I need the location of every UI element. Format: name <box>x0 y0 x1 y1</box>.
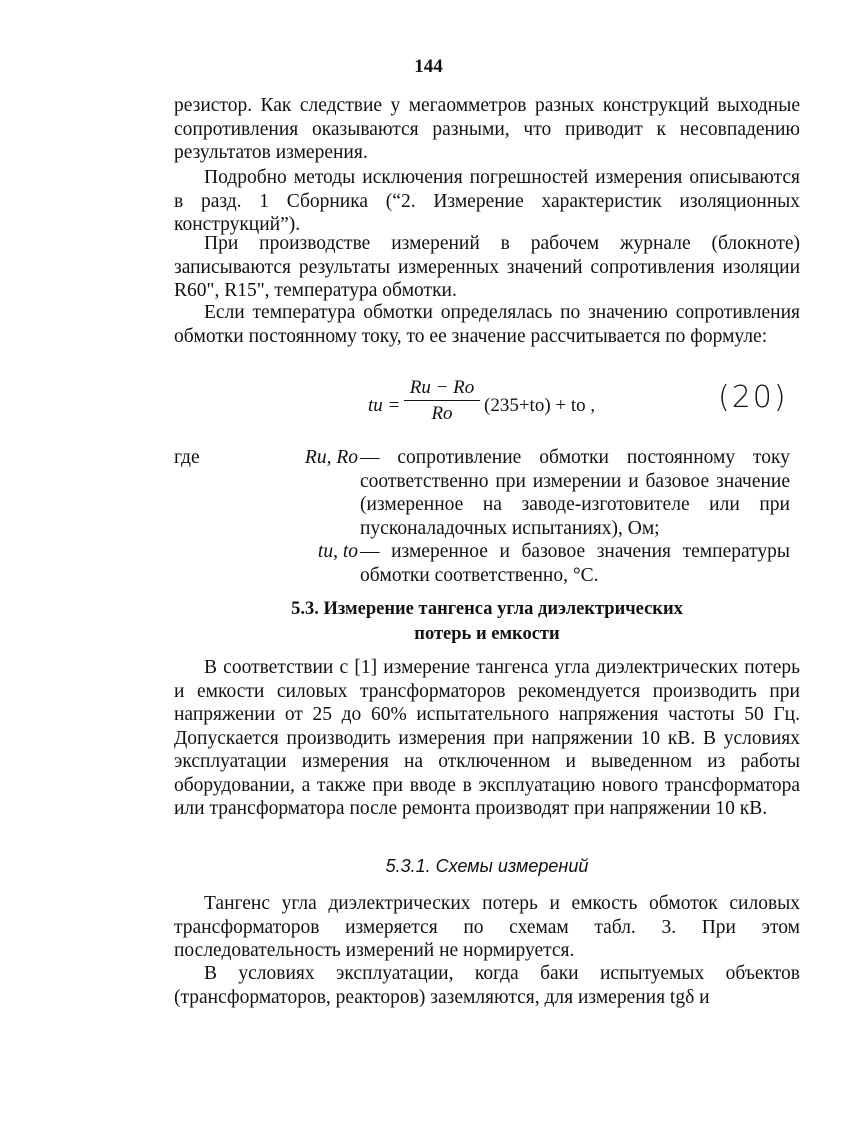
temperature-formula <box>368 377 628 437</box>
definition-dash: — <box>360 541 380 562</box>
section-heading-line-2: потерь и емкости <box>414 624 560 644</box>
definition-symbol: tи, tо <box>317 541 358 562</box>
subsection-heading: 5.3.1. Схемы измерений <box>385 856 589 876</box>
page-number: 144 <box>414 56 443 77</box>
paragraph-4: Если температура обмотки определялась по значению сопротивления обмотки постоянному току, то ее значение рассчитывается по формуле: <box>174 302 800 347</box>
formula-fraction <box>404 377 480 425</box>
formula-denominator: Rо <box>431 403 453 424</box>
paragraph-6: Тангенс угла диэлектрических потерь и емкость обмоток силовых трансформаторов измеряется по схемам табл. 3. При этом последовательность измерений не нормируется. <box>174 893 800 961</box>
paragraph-2: Подробно методы исключения погрешностей измерения описываются в разд. 1 Сборника (“2. Измерение характеристик изоляционных конструкций”). <box>174 167 800 235</box>
formula-rest: (235+tо) + tо , <box>484 395 596 416</box>
definition-text <box>360 540 790 587</box>
definition-description: сопротивление обмотки постоянному току соответственно при измерении и базовое значение (измеренное на заводе-изготовителе или при пусконаладочных испытаниях), Ом; <box>360 447 791 539</box>
paragraph-3: При производстве измерений в рабочем журнале (блокноте) записываются результаты измеренных значений сопротивления изоляции R60", R15", температура обмотки. <box>174 233 800 301</box>
formula-numerator: Rи − Rо <box>404 377 480 401</box>
section-heading-line-1: 5.3. Измерение тангенса угла диэлектрических <box>291 599 683 619</box>
formula-number-handwritten: (20) <box>718 380 788 415</box>
definitions-where-label: где <box>174 447 200 468</box>
definition-symbol: Rи, Rо <box>304 447 358 468</box>
formula-lhs: tи = <box>368 395 401 416</box>
section-heading <box>174 597 800 647</box>
definition-dash: — <box>360 447 380 468</box>
paragraph-7: В условиях эксплуатации, когда баки испытуемых объектов (трансформаторов, реакторов) заземляются, для измерения tgδ и <box>174 963 800 1008</box>
paragraph-5: В соответствии с [1] измерение тангенса угла диэлектрических потерь и емкости силовых трансформаторов рекомендуется производить при напряжении от 25 до 60% испытательного напряжения частоты 50 Гц. Допускается производить измерения при напряжении 10 кВ. В условиях эксплуатации измерения на отключенном и выведенном из работы оборудовании, а также при вводе в эксплуатацию нового трансформатора или трансформатора после ремонта производят при напряжении 10 кВ. <box>174 657 800 819</box>
definition-description: измеренное и базовое значения температуры обмотки соответственно, °С. <box>360 541 790 586</box>
definition-text <box>360 446 790 540</box>
paragraph-1: резистор. Как следствие у мегаомметров разных конструкций выходные сопротивления оказываются разными, что приводит к несовпадению результатов измерения. <box>174 95 800 163</box>
